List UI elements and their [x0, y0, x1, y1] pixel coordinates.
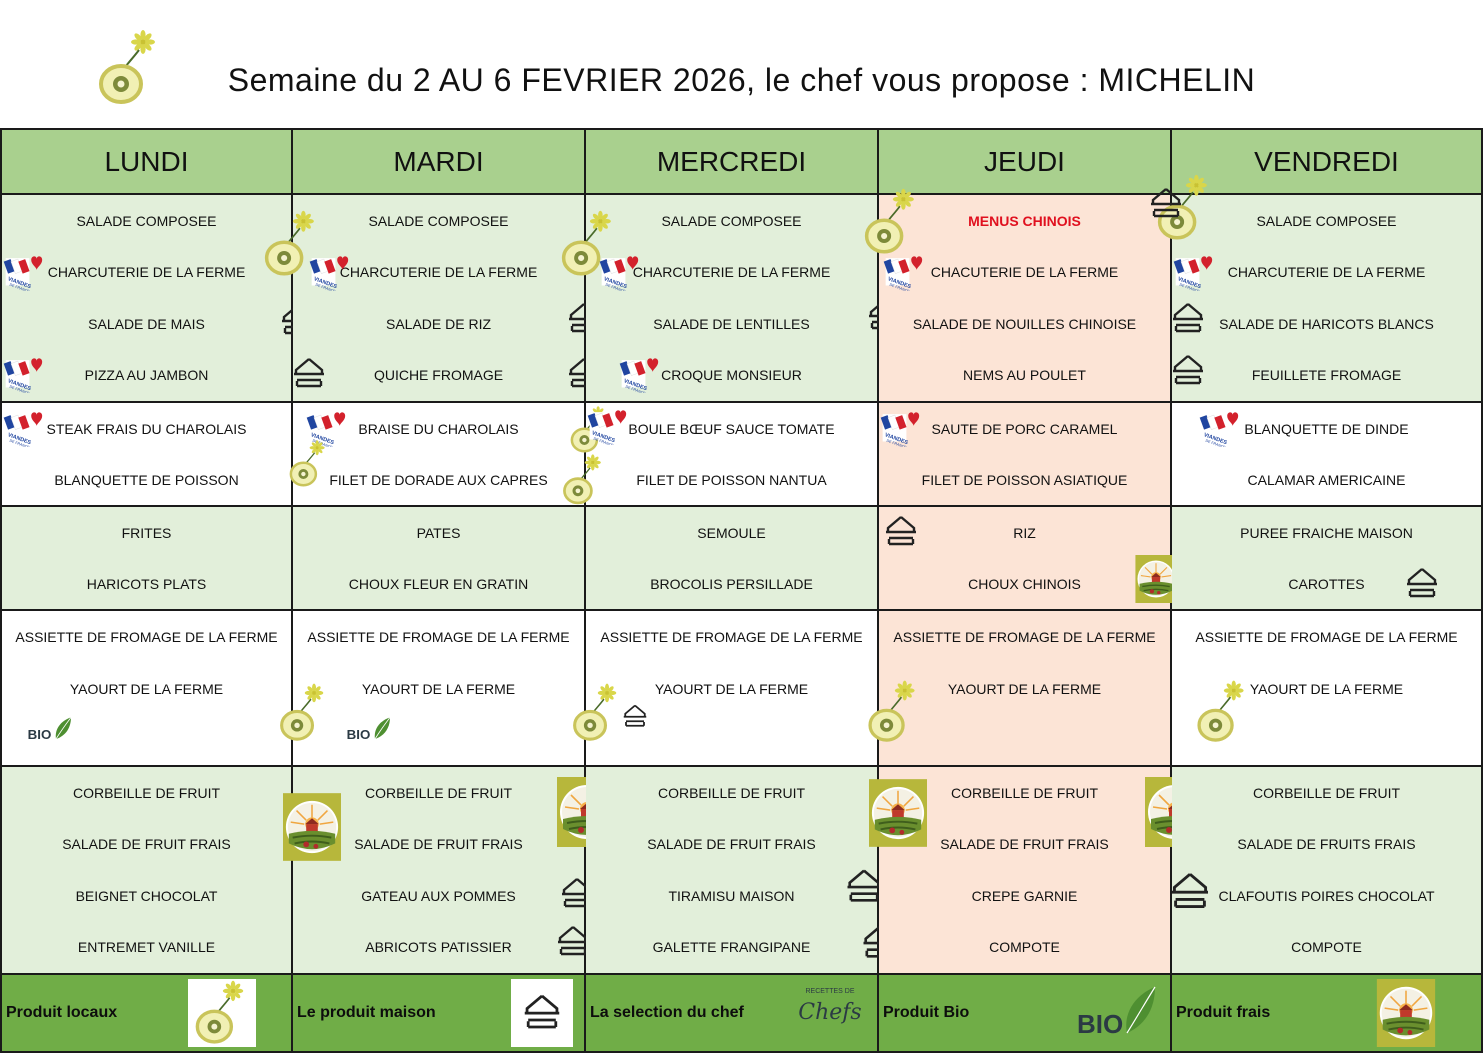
accompagnements-jeudi [879, 507, 1172, 611]
menu-item: FILET DE POISSON NANTUA [636, 471, 827, 488]
viandes-de-france-logo-icon [598, 249, 640, 291]
menu-item: TIRAMISU MAISON [668, 887, 795, 904]
menu-item: CAROTTES [1288, 575, 1365, 592]
house-icon [511, 979, 573, 1047]
menu-item: PATES [416, 524, 461, 541]
menu-item: CORBEILLE DE FRUIT [72, 784, 221, 801]
menu-item: YAOURT DE LA FERME [654, 681, 809, 697]
menu-item: QUICHE FROMAGE [373, 367, 504, 384]
menu-item: FILET DE POISSON ASIATIQUE [921, 471, 1128, 488]
legend-produit-bio [879, 975, 1172, 1053]
menu-item: SALADE DE FRUIT FRAIS [62, 836, 231, 853]
menu-item: YAOURT DE LA FERME [69, 681, 224, 697]
menu-item: BRAISE DU CHAROLAIS [358, 420, 519, 437]
menu-item: PIZZA AU JAMBON [84, 367, 209, 384]
menu-item: COMPOTE [989, 939, 1060, 956]
laitages-lundi [0, 611, 293, 767]
viandes-de-france-logo-icon [618, 351, 660, 393]
menu-item: ENTREMET VANILLE [77, 939, 216, 956]
laitages-mercredi [586, 611, 879, 767]
menu-item: GALETTE FRANGIPANE [652, 939, 811, 956]
viandes-de-france-logo-icon [1198, 405, 1240, 447]
desserts-mercredi [586, 767, 879, 975]
legend-label: Produit frais [1176, 1004, 1271, 1021]
menu-item: CALAMAR AMERICAINE [1247, 471, 1406, 488]
menu-item: YAOURT DE LA FERME [361, 681, 516, 697]
menu-item: SALADE COMPOSEE [368, 212, 509, 229]
viandes-de-france-logo-icon [1172, 249, 1214, 291]
menu-item: SALADE COMPOSEE [1256, 212, 1397, 229]
menu-item: SALADE DE FRUIT FRAIS [354, 836, 523, 853]
menu-item: STEAK FRAIS DU CHAROLAIS [46, 420, 247, 437]
house-icon [1402, 563, 1442, 603]
legend-produit-locaux [0, 975, 293, 1053]
entrees-jeudi [879, 195, 1172, 403]
house-icon [881, 511, 921, 551]
chefs-logo-top-text: RECETTES DE [805, 988, 855, 995]
menu-item: SALADE DE FRUITS FRAIS [1237, 836, 1416, 853]
desserts-jeudi [879, 767, 1172, 975]
local-flower-logo-icon [861, 187, 923, 257]
menu-item: ASSIETTE DE FROMAGE DE LA FERME [1195, 629, 1458, 645]
menu-item: ASSIETTE DE FROMAGE DE LA FERME [600, 629, 863, 645]
legend-selection-du-chef [586, 975, 879, 1053]
menu-item: RIZ [1013, 524, 1036, 541]
menu-item: BOULE BŒUF SAUCE TOMATE [628, 420, 835, 437]
menu-item: CHACUTERIE DE LA FERME [930, 264, 1119, 281]
menu-item: SALADE DE FRUIT FRAIS [940, 836, 1109, 853]
legend-label: Le produit maison [297, 1004, 436, 1021]
menu-item: CROQUE MONSIEUR [661, 367, 802, 384]
menu-item: YAOURT DE LA FERME [947, 681, 1102, 697]
local-flower-logo-icon [188, 979, 256, 1047]
menu-item: SALADE DE NOUILLES CHINOISE [912, 315, 1137, 332]
menu-item: COMPOTE [1291, 939, 1362, 956]
local-flower-logo-icon [570, 681, 624, 745]
menu-item: SALADE DE RIZ [385, 315, 492, 332]
menu-item: MENUS CHINOIS [968, 212, 1081, 229]
laitages-vendredi [1172, 611, 1483, 767]
farm-fresh-logo-icon [1135, 555, 1177, 603]
viandes-de-france-logo-icon [879, 405, 921, 447]
laitages-mardi [293, 611, 586, 767]
bio-leaf-logo-icon [345, 711, 395, 747]
menu-item: SAUTE DE PORC CARAMEL [931, 420, 1118, 437]
menu-item: ASSIETTE DE FROMAGE DE LA FERME [307, 629, 570, 645]
menu-item: BROCOLIS PERSILLADE [650, 575, 813, 592]
plats-mardi [293, 403, 586, 507]
farm-fresh-logo-icon [283, 793, 341, 861]
local-flower-logo-icon [277, 681, 331, 745]
menu-item: SALADE COMPOSEE [661, 212, 802, 229]
menu-item: CHARCUTERIE DE LA FERME [1227, 264, 1426, 281]
plats-lundi [0, 403, 293, 507]
day-header-lundi: LUNDI [0, 128, 293, 195]
menu-item: SALADE DE MAIS [88, 315, 205, 332]
bio-leaf-logo-icon [26, 711, 76, 747]
recettes-de-chefs-logo-icon [798, 983, 862, 1033]
menu-item: BEIGNET CHOCOLAT [75, 887, 218, 904]
accompagnements-vendredi [1172, 507, 1483, 611]
menu-item: NEMS AU POULET [963, 367, 1086, 384]
menu-item: CHOUX FLEUR EN GRATIN [348, 575, 529, 592]
entrees-mardi [293, 195, 586, 403]
laitages-jeudi [879, 611, 1172, 767]
local-flower-logo-icon [287, 439, 331, 489]
entrees-vendredi [1172, 195, 1483, 403]
menu-item: CLAFOUTIS POIRES CHOCOLAT [1218, 887, 1435, 904]
entrees-mercredi [586, 195, 879, 403]
menu-item: ABRICOTS PATISSIER [365, 939, 512, 956]
menu-item: CORBEILLE DE FRUIT [1252, 784, 1401, 801]
menu-item: CORBEILLE DE FRUIT [364, 784, 513, 801]
house-icon [289, 353, 329, 393]
viandes-de-france-logo-icon [2, 351, 44, 393]
desserts-lundi [0, 767, 293, 975]
farm-fresh-logo-icon [869, 779, 927, 847]
menu-item: SALADE DE HARICOTS BLANCS [1219, 315, 1434, 332]
house-icon [1168, 298, 1208, 338]
house-icon [1146, 183, 1186, 223]
menu-item: FEUILLETE FROMAGE [1251, 367, 1402, 384]
plats-mercredi [586, 403, 879, 507]
bio-logo-text: BIO [1077, 1009, 1124, 1039]
viandes-de-france-logo-icon [308, 249, 350, 291]
day-header-mardi: MARDI [293, 128, 586, 195]
plats-jeudi [879, 403, 1172, 507]
house-icon [1166, 865, 1214, 917]
legend-label: Produit locaux [6, 1004, 118, 1021]
legend-label: La selection du chef [590, 1004, 744, 1021]
entrees-lundi [0, 195, 293, 403]
accompagnements-mercredi [586, 507, 879, 611]
menu-item: PUREE FRAICHE MAISON [1240, 524, 1413, 541]
bio-leaf-logo-icon [1075, 977, 1159, 1043]
menu-item: CHARCUTERIE DE LA FERME [339, 264, 538, 281]
menu-item: SALADE DE FRUIT FRAIS [647, 836, 816, 853]
menu-item: CHARCUTERIE DE LA FERME [47, 264, 246, 281]
plats-vendredi [1172, 403, 1483, 507]
viandes-de-france-logo-icon [2, 405, 44, 447]
accompagnements-mardi [293, 507, 586, 611]
desserts-mardi [293, 767, 586, 975]
menu-item: SALADE DE LENTILLES [653, 315, 810, 332]
day-header-jeudi: JEUDI [879, 128, 1172, 195]
menu-item: FRITES [121, 524, 172, 541]
day-header-mercredi: MERCREDI [586, 128, 879, 195]
menu-item: SEMOULE [697, 524, 766, 541]
house-icon [620, 701, 650, 731]
menu-item: BLANQUETTE DE DINDE [1244, 420, 1409, 437]
menu-item: ASSIETTE DE FROMAGE DE LA FERME [893, 629, 1156, 645]
farm-fresh-logo-icon [1376, 979, 1436, 1047]
menu-grid [0, 128, 1483, 1053]
viandes-de-france-logo-icon [586, 403, 628, 445]
house-icon [1168, 350, 1208, 390]
viandes-de-france-logo-icon [882, 249, 924, 291]
menu-item: CORBEILLE DE FRUIT [950, 784, 1099, 801]
local-flower-logo-icon [1194, 679, 1252, 745]
menu-item: CHARCUTERIE DE LA FERME [632, 264, 831, 281]
menu-item: CHOUX CHINOIS [968, 575, 1081, 592]
menu-item: GATEAU AUX POMMES [361, 887, 516, 904]
chefs-logo-main-text: Chefs [798, 1000, 862, 1025]
accompagnements-lundi [0, 507, 293, 611]
menu-item: CORBEILLE DE FRUIT [657, 784, 806, 801]
menu-item: CREPE GARNIE [971, 887, 1078, 904]
legend-produit-frais [1172, 975, 1483, 1053]
viandes-de-france-logo-icon [2, 249, 44, 291]
menu-item: YAOURT DE LA FERME [1249, 681, 1404, 697]
legend-produit-maison [293, 975, 586, 1053]
menu-item: FILET DE DORADE AUX CAPRES [329, 471, 548, 488]
menu-item: ASSIETTE DE FROMAGE DE LA FERME [15, 629, 278, 645]
local-flower-logo-icon [865, 679, 923, 745]
day-header-vendredi: VENDREDI [1172, 128, 1483, 195]
desserts-vendredi [1172, 767, 1483, 975]
menu-item: HARICOTS PLATS [86, 575, 207, 592]
menu-item: SALADE COMPOSEE [76, 212, 217, 229]
menu-item: BLANQUETTE DE POISSON [54, 471, 239, 488]
page-title: Semaine du 2 AU 6 FEVRIER 2026, le chef vous propose : MICHELIN [227, 62, 1256, 98]
legend-label: Produit Bio [883, 1004, 970, 1021]
local-flower-logo-icon [560, 453, 608, 507]
